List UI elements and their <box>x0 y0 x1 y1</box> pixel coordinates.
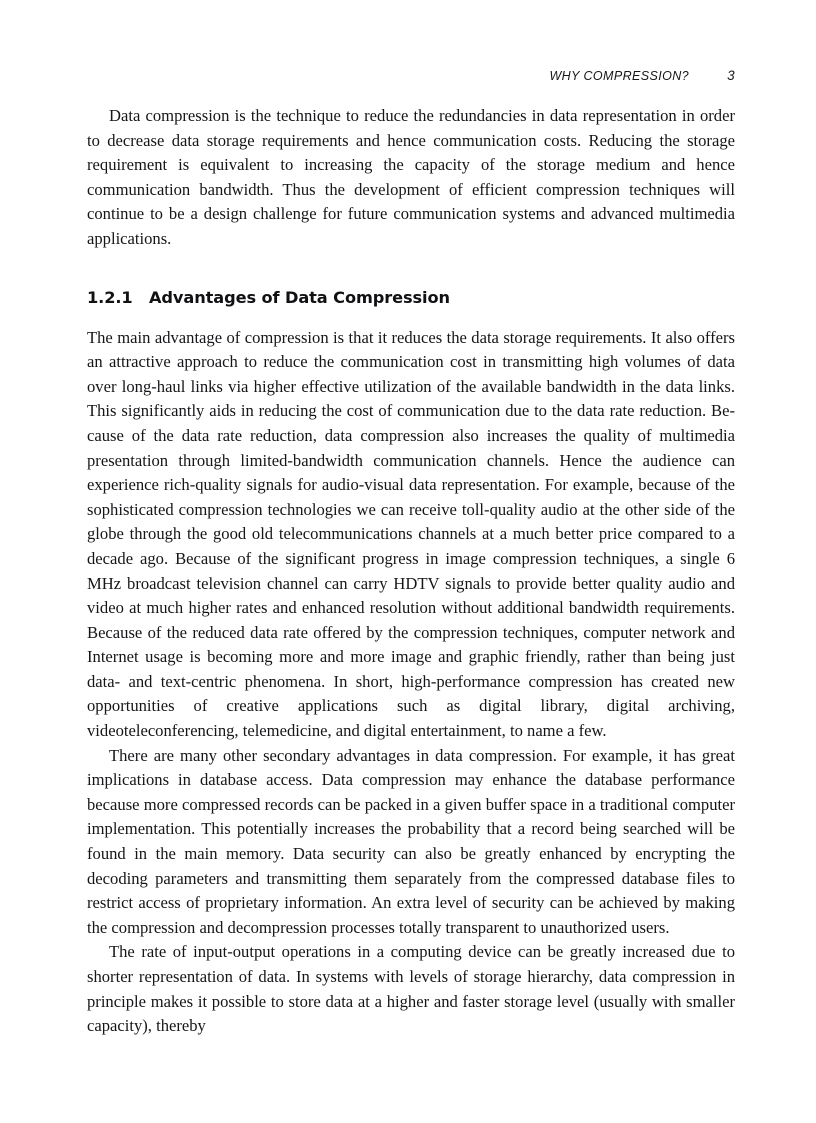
heading-space-above <box>87 252 735 288</box>
paragraph-secondary-advantages: There are many other secondary advantages in data compression. For example, it has great implications in database access. Data compression may enhance the database performance because more compressed records can be packed in a given buffer space in a traditional computer implementation. This potentially increases the probability that a record being searched will be found in the main memory. Data security can also be greatly enhanced by encrypting the decoding parameters and transmitting them separately from the compressed database files to restrict access of proprietary information. An extra level of security can be achieved by making the compression and decompression processes totally transparent to unauthorized users. <box>87 745 735 937</box>
body-text-column <box>87 104 735 1039</box>
running-head <box>87 68 735 83</box>
paragraph-intro: Data compression is the technique to reduce the redundancies in data representation in order to decrease data storage requirements and hence communication costs. Reducing the storage requirement is equivalent to increasing the capacity of the storage medium and hence communication bandwidth. Thus the development of efficient compression techniques will continue to be a design challenge for future communication systems and advanced multimedia applications. <box>87 106 735 248</box>
heading-space-below <box>87 308 735 326</box>
section-heading <box>87 288 735 308</box>
paragraph-advantages: The main advantage of compression is that it reduces the data storage requirements. It also offers an attractive approach to reduce the communication cost in transmitting high volumes of data over long-haul links via higher effective utilization of the available bandwidth in the data links. This significantly aids in reducing the cost of communication due to the data rate reduction. Because of the data rate reduction, data compression also increases the quality of multimedia presentation through limited-bandwidth communication channels. Hence the audience can experience rich-quality signals for audio-visual data representation. For example, because of the sophisticated compression technologies we can receive toll-quality audio at the other side of the globe through the good old telecommunications channels at a much better price compared to a decade ago. Because of the significant progress in image compression techniques, a single 6 MHz broadcast television channel can carry HDTV signals to provide better quality audio and video at much higher rates and enhanced resolution without additional bandwidth requirements. Because of the reduced data rate offered by the compression techniques, computer network and Internet usage is becoming more and more image and graphic friendly, rather than being just data- and text-centric phenomena. In short, high-performance compression has created new opportunities of creative applications such as digital library, digital archiving, videoteleconferencing, telemedicine, and digital entertainment, to name a few. <box>87 327 735 741</box>
running-head-title: WHY COMPRESSION? <box>549 69 689 83</box>
paragraph-io-rate: The rate of input-output operations in a computing device can be greatly increased due to shorter representation of data. In systems with levels of storage hierarchy, data compression in principle makes it possible to store data at a higher and faster storage level (usually with smaller capacity), thereby <box>87 942 735 1036</box>
page-number: 3 <box>727 68 735 83</box>
section-number: 1.2.1 <box>87 287 133 307</box>
section-title: Advantages of Data Compression <box>149 287 450 307</box>
